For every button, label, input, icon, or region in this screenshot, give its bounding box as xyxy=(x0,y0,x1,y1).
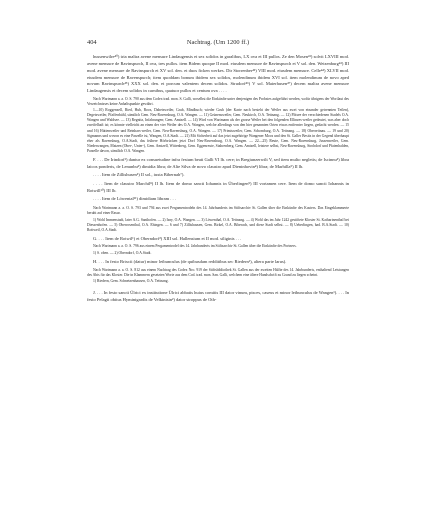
footnote-paragraph: Nach Wartmann a. a. O. S. 796 aus einem Pergamentrodel des 14. Jahrhunderts im Stiftsarchiv St. Gallen über die Einkünfte des Portners. xyxy=(93,244,297,249)
footnote-paragraph: Nach Wartmann a. a. O. S. 793 und 794 aus zwei Pergamentrodeln des 14. Jahrhunderts im Stiftsarchiv St. Gallen über die Einkünfte des Kusters. Das Eingeklammerte beruht auf einer Rasur. xyxy=(87,205,349,216)
footnote-paragraph: 1—10) Roggenzell, Ried, Hub, Roos, Dabetsweiler, Grub, Mindbuch; wieder Grub (der Karte nach besteht der Weiler aus zwei von einander getrennten Teilen), Degetsweiler, Pfaffenbühl, sämtlich Gem. Neu-Ravensburg, O.A. Wangen. — 11) Grünensweiler, Gem. Neukirch, O.A. Tettnang. — 12) Flitsee der verschiedenen Stadels O.A. Wangen und Waldsee. — 13) Regnitz, Infahrungen; Gem. Amtzell. — 14) Wird von Wartmann als der grosse Weiler bei den folgenden Ellinzes-weiler gedeutet, was aber doch zweifelhaft ist; es könnte vielleicht an einen der vier Weiler des O.A. Wangen, welche allerdings von den hier genannten Orten etwas entfernter liegen, gedacht werden. — 15 und 16) Hüttenweiler und Reinhars-weiler, Gem. Neu-Ravensburg, O.A. Wangen. — 17) Primisweiler, Gem. Schomburg, O.A. Tettnang. — 18) Oberreitnau. — 19 und 20) Sigmanns und wovon es eine Parzelle ist, Wangen, O.A.Stadt. — 21) Mit Sicherheit auf das jetzt zugehörige Wangener Moos und den St. Galler Besitz in der Gegend überhaupt eher als Ravensburg, O.A.Stadt, das frühere Hörbrücken jetzt Dorf Neu-Ravensburg, O.A. Wangen. — 22—25) Reute, Gem. Neu-Ravensburg, Jussenweiler, Gem. Niederwangen, Matzen (Ober-, Unter-), Gem. Amtzell, Wittenberg, Gem. Eggenreute, Stahrenberg, Gem. Amtzell, letztere selbst, Neu-Ravensburg, Strohdorf und Pfaienhalden, Parzelle davon, sämtlich O.A. Wangen. xyxy=(87,108,349,153)
body-paragraph: H. . . . In festo Brixcii (datur) minor leibunculus (de quibusdam redditibus sec Riedern¹), altera parte larus). xyxy=(93,259,287,265)
body-paragraph: F. . . . De Irindorf¹) dantur ex consuetudine infra festum beati Galli VI lb. cere; in Bregiunzerwilt V, sed item multo negletis; de Iscinnu²) libra laicos ponderis, de Lenunbu³) dimidia libra; de Alte Silva de novo claustro apud Dieninhovin⁴) libra; de Marhilla⁵) II lb. xyxy=(87,156,349,169)
document-body xyxy=(87,54,349,305)
body-paragraph: . . . . Item de Löwental¹¹) dimidiam libram . . . xyxy=(93,195,176,201)
footnote-paragraph: 1) Riedern, Gem. Schnetzenhausen, O.A. Tettnang. xyxy=(93,279,169,284)
body-paragraph: G. . . . Item de Rotwil¹) et Oberndorf²) XIII sol. Hallensium et II mod. siliginis . . . xyxy=(93,236,242,241)
footnote-paragraph: 1) S. oben. — 2) Oberndorf, O.A.Stadt. xyxy=(93,251,152,256)
body-paragraph: . . . . Item de claustro Marchil⁸) II lb. Item de domo sancti Iohannis in Überlingen⁹) III vortamen cere. Item de domo sancti Iohannis in Rotwill¹⁰) III lb. xyxy=(87,180,349,193)
body-paragraph: J. . . . In festo sancti Ülrici ex institutione Ülrici abbatis huius comitis III dator vinum, pisces, caseus et minor leibunculus de Wangen¹). . . . In festo Pelagii obitus Hyminigardis de Velkinisin²) dator stroppus de Oth- xyxy=(87,289,349,302)
page-number: 404 xyxy=(87,39,97,46)
footnote-paragraph: Nach Wartmann a. a. O. S. 790 aus dem Codex trad. mon. S. Galli, woselbst die Einkünfte unter denjenigen des Probstes aufgeführt werden, wofür übrigens der Wortlaut des Verzeichnisses keine Anhaltspunkte gewährt. xyxy=(87,96,349,106)
footnote-paragraph: Nach Wartmann a. a. O. S. 812 aus einem Nachtrag des Codex Nro. 919 der Stiftsbibliothek St. Gallen aus der zweiten Hälfte des 14. Jahrhunderts, enthaltend Leistungen des Abts für das Kloster. Die in Klammern gesetzten Worte aus dem Cod. trad. mon. San. Galli, welchem eine ältere Handschrift zu Grund zu liegen scheint. xyxy=(87,267,349,277)
body-paragraph: hussenwilre⁴⁰) tria maltra avene mensure Lindaugensis et sex solidos in garalibus, LX ova et III pullos. Ze den Mosen⁴¹) solvit LXVIII mod. avene mensure de Ravinspurch, II ova, tres pullos. item Bidem quoque II mod. eiusdem mensure de Ravinspurch et V sol. den. Weizenburg⁴²) III mod. avene mensure de Ravinspurch et XV sol. den. et duos ficken werkes. Dir Storrenber⁴³) VIII mod. eiusdem mensure. Celle⁴⁴) XLVII mod. eiusdem mensure de Ravenspurch; item quoddam bonum ibidem sex solidos, molendinum ibidem XVI sol. item molendinum de novo aped novum Ravinspurch⁴⁵) XXX sol. den. et porcum valentem decem solidos. Strudorf⁴⁶) V sol. Maierhusen⁴⁷) decem maltra avene mensure Lindaugensis et decem solidos in carnibus, quatuor pullos et centum ova . . . . xyxy=(87,54,349,94)
footnote-paragraph: 1) Wohl Immenstadt, later A.G. Santhofen. — 2) Isny, O.A. Wangen. — 3) Löwenthal, O.A. Tettnang. — 4) Wohl das im Jahr 1242 gestiftete Kloster St. Katharinenthal bei Diessenhofen. — 5) Oberrosenthal, O.A. Ehingen. — 6 und 7) Zillishausen, Gem. Birkel, O.A. Biberach, und diese Stadt selbst. — 8) Ueberlingen, bad. B.A.Stadt. — 10) Rottweil, O.A.Stadt. xyxy=(87,217,349,232)
body-paragraph: . . . . Item de Zillishusen⁶) II sol., iuxta Bibernah⁷). xyxy=(93,172,185,178)
running-head-title: Nachtrag. (Um 1200 ff.) xyxy=(186,39,250,46)
running-header xyxy=(87,39,349,48)
